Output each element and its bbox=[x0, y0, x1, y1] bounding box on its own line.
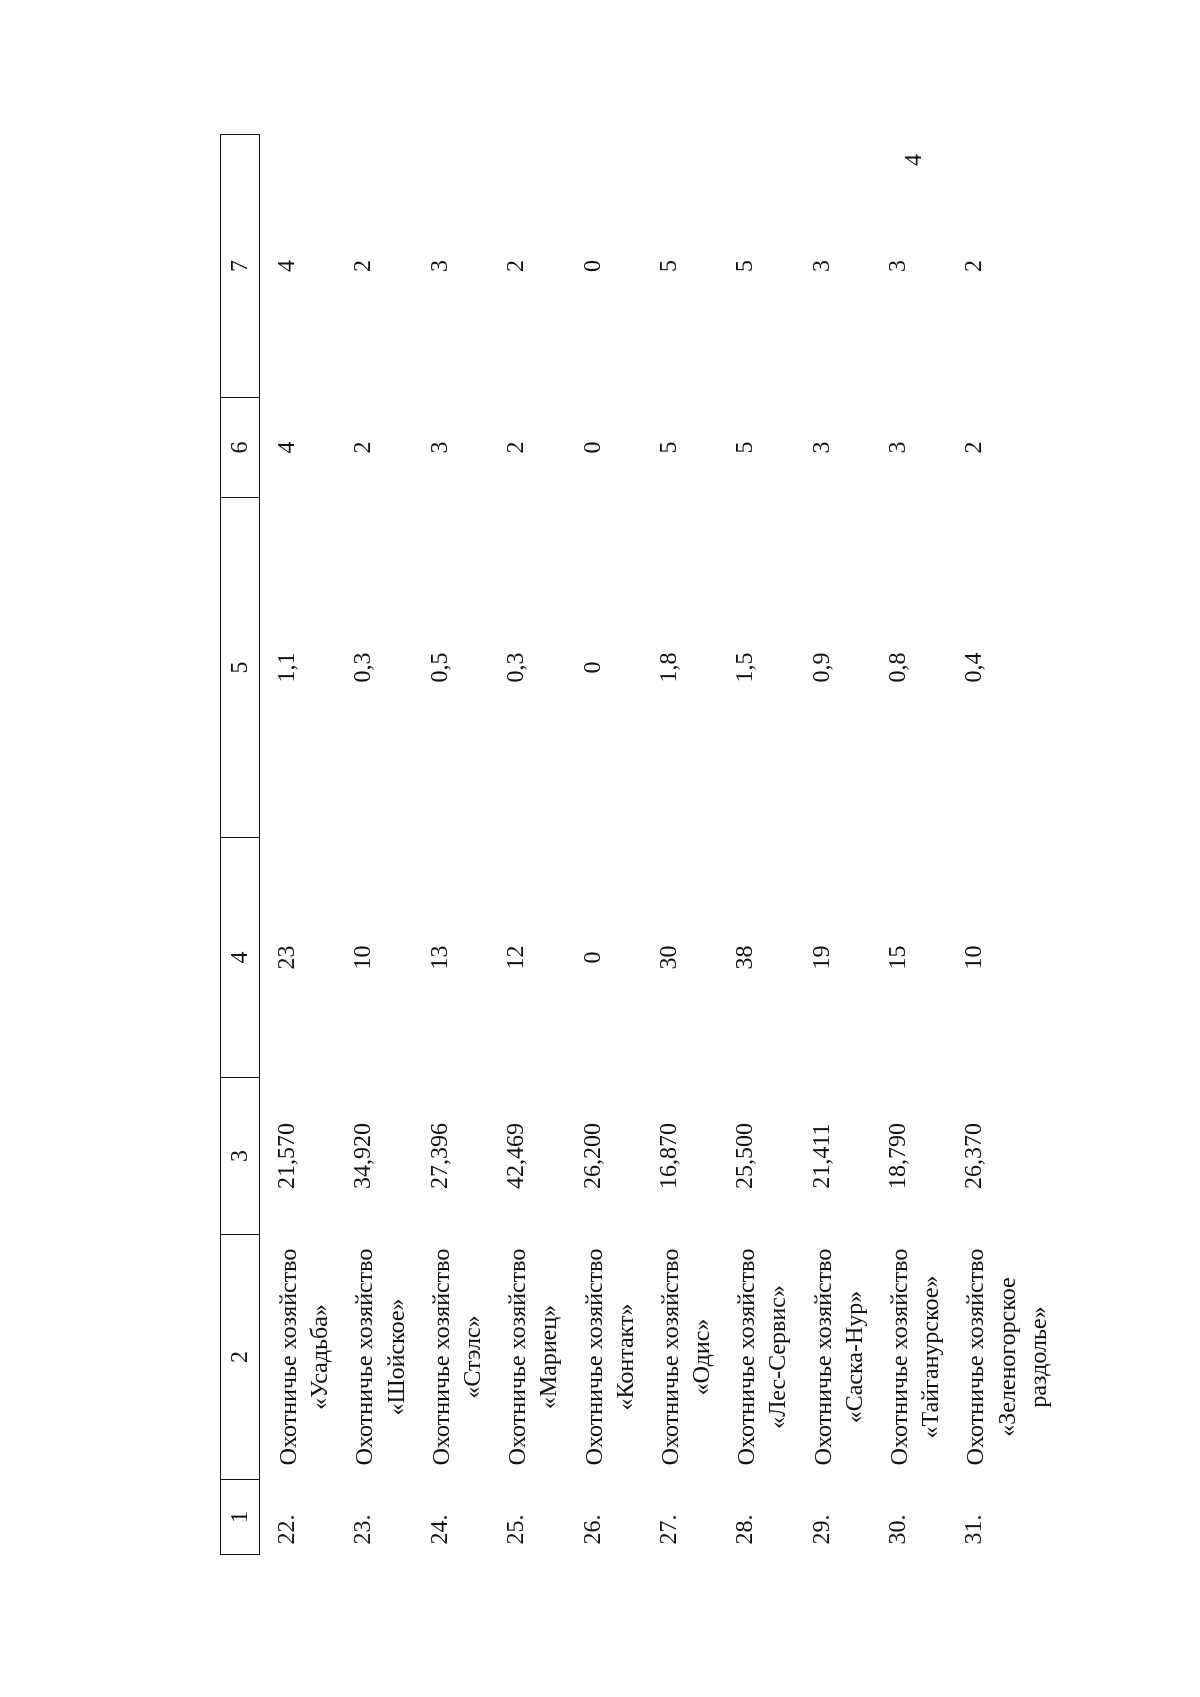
farm-name-line: «Саска-Нур» bbox=[841, 1290, 868, 1424]
table-row bbox=[947, 135, 1055, 1555]
row-number: 30. bbox=[885, 1514, 911, 1545]
farm-name bbox=[566, 1235, 642, 1480]
cell-col-6: 3 bbox=[885, 441, 911, 454]
cell-col-7: 3 bbox=[808, 260, 835, 272]
cell-col-3: 18,790 bbox=[885, 1123, 911, 1189]
header-col-7: 7 bbox=[221, 135, 260, 398]
cell-col-3: 21,570 bbox=[274, 1123, 300, 1189]
cell-col-4: 23 bbox=[274, 945, 300, 970]
cell-col-7: 0 bbox=[579, 260, 606, 272]
cell-col-4: 19 bbox=[808, 945, 835, 970]
cell-col-4: 0 bbox=[579, 951, 606, 964]
farm-name bbox=[718, 1235, 794, 1480]
cell-col-5: 1,8 bbox=[655, 652, 682, 683]
cell-col-4: 30 bbox=[655, 945, 682, 970]
cell-col-5: 0 bbox=[579, 661, 606, 674]
row-number: 22. bbox=[274, 1514, 300, 1545]
cell-col-6: 3 bbox=[426, 441, 453, 454]
table-row bbox=[642, 135, 718, 1555]
row-number: 24. bbox=[426, 1514, 453, 1545]
cell-col-4: 15 bbox=[885, 945, 911, 970]
row-number: 28. bbox=[732, 1514, 759, 1545]
cell-col-4: 12 bbox=[503, 945, 530, 970]
table-row bbox=[795, 135, 871, 1555]
farm-name bbox=[871, 1235, 947, 1480]
farm-name-line: раздолье» bbox=[1025, 1306, 1052, 1408]
cell-col-3: 34,920 bbox=[350, 1123, 377, 1189]
row-number: 27. bbox=[655, 1514, 682, 1545]
cell-col-6: 2 bbox=[961, 441, 988, 454]
cell-col-4: 38 bbox=[732, 945, 759, 970]
row-number: 25. bbox=[503, 1514, 530, 1545]
table-row bbox=[566, 135, 642, 1555]
farm-name bbox=[336, 1235, 412, 1480]
farm-name-line: «Тайганурское» bbox=[918, 1275, 945, 1439]
farm-name-line: Охотничье хозяйство bbox=[505, 1248, 532, 1466]
farm-name bbox=[642, 1235, 718, 1480]
farm-name-line: «Усадьба» bbox=[307, 1304, 334, 1410]
table-row bbox=[413, 135, 489, 1555]
cell-col-5: 0,9 bbox=[808, 652, 835, 683]
farm-name bbox=[413, 1235, 489, 1480]
cell-col-3: 21,411 bbox=[808, 1123, 835, 1189]
farm-name-line: Охотничье хозяйство bbox=[887, 1248, 913, 1466]
cell-col-5: 0,4 bbox=[961, 652, 988, 683]
farm-name bbox=[947, 1235, 1055, 1480]
cell-col-6: 0 bbox=[579, 441, 606, 454]
table-row bbox=[489, 135, 565, 1555]
farm-name-line: Охотничье хозяйство bbox=[657, 1248, 684, 1466]
cell-col-6: 5 bbox=[655, 441, 682, 454]
cell-col-5: 0,3 bbox=[350, 652, 377, 683]
cell-col-3: 25,500 bbox=[732, 1123, 759, 1189]
farm-name-line: «Лес-Сервис» bbox=[765, 1285, 792, 1429]
table-row bbox=[336, 135, 412, 1555]
cell-col-7: 2 bbox=[503, 260, 530, 272]
cell-col-7: 3 bbox=[885, 260, 911, 272]
row-number: 29. bbox=[808, 1514, 835, 1545]
header-col-2: 2 bbox=[221, 1235, 260, 1480]
cell-col-3: 16,870 bbox=[655, 1123, 682, 1189]
farm-name-line: Охотничье хозяйство bbox=[581, 1248, 608, 1466]
cell-col-7: 2 bbox=[961, 260, 988, 272]
cell-col-6: 3 bbox=[808, 441, 835, 454]
cell-col-5: 1,5 bbox=[732, 652, 759, 683]
cell-col-3: 26,370 bbox=[961, 1123, 988, 1189]
header-row bbox=[221, 135, 260, 1555]
cell-col-7: 5 bbox=[655, 260, 682, 272]
cell-col-5: 0,5 bbox=[426, 652, 453, 683]
farm-name-line: Охотничье хозяйство bbox=[352, 1248, 379, 1466]
cell-col-7: 4 bbox=[274, 260, 300, 272]
cell-col-6: 4 bbox=[274, 441, 300, 454]
cell-col-4: 13 bbox=[426, 945, 453, 970]
farm-name-line: Охотничье хозяйство bbox=[276, 1248, 302, 1466]
cell-col-7: 3 bbox=[426, 260, 453, 272]
farm-name-line: «Одис» bbox=[689, 1318, 716, 1396]
cell-col-4: 10 bbox=[961, 945, 988, 970]
table-row bbox=[260, 135, 337, 1555]
cell-col-5: 1,1 bbox=[274, 652, 300, 683]
row-number: 26. bbox=[579, 1514, 606, 1545]
row-number: 23. bbox=[350, 1514, 377, 1545]
farm-name bbox=[260, 1235, 337, 1480]
farm-name bbox=[489, 1235, 565, 1480]
farm-name-line: Охотничье хозяйство bbox=[963, 1248, 990, 1466]
cell-col-5: 0,3 bbox=[503, 652, 530, 683]
header-col-1: 1 bbox=[221, 1480, 260, 1555]
cell-col-3: 42,469 bbox=[503, 1123, 530, 1189]
farm-name-line: «Зеленогорское bbox=[994, 1277, 1021, 1437]
cell-col-6: 2 bbox=[503, 441, 530, 454]
header-col-4: 4 bbox=[221, 838, 260, 1078]
cell-col-6: 5 bbox=[732, 441, 759, 454]
table-row bbox=[871, 135, 947, 1555]
page-number: 4 bbox=[901, 154, 927, 166]
row-number: 31. bbox=[961, 1514, 988, 1545]
farm-name-line: Охотничье хозяйство bbox=[734, 1248, 761, 1466]
cell-col-7: 2 bbox=[350, 260, 377, 272]
data-table bbox=[220, 134, 1055, 1555]
farm-name-line: «Контакт» bbox=[612, 1303, 639, 1411]
header-col-5: 5 bbox=[221, 498, 260, 838]
cell-col-7: 5 bbox=[732, 260, 759, 272]
farm-name-line: «Стэлс» bbox=[459, 1315, 486, 1399]
cell-col-3: 26,200 bbox=[579, 1123, 606, 1189]
cell-col-3: 27,396 bbox=[426, 1123, 453, 1189]
header-col-6: 6 bbox=[221, 398, 260, 498]
cell-col-6: 2 bbox=[350, 441, 377, 454]
farm-name-line: Охотничье хозяйство bbox=[810, 1248, 837, 1466]
cell-col-5: 0,8 bbox=[885, 652, 911, 683]
farm-name-line: «Мариец» bbox=[536, 1304, 563, 1410]
cell-col-4: 10 bbox=[350, 945, 377, 970]
farm-name-line: «Шойское» bbox=[383, 1298, 410, 1416]
header-col-3: 3 bbox=[221, 1078, 260, 1235]
farm-name-line: Охотничье хозяйство bbox=[428, 1248, 455, 1466]
table-row bbox=[718, 135, 794, 1555]
table-header bbox=[221, 135, 260, 1555]
table-body bbox=[260, 135, 1055, 1555]
data-table-container bbox=[220, 135, 1052, 1555]
farm-name bbox=[795, 1235, 871, 1480]
